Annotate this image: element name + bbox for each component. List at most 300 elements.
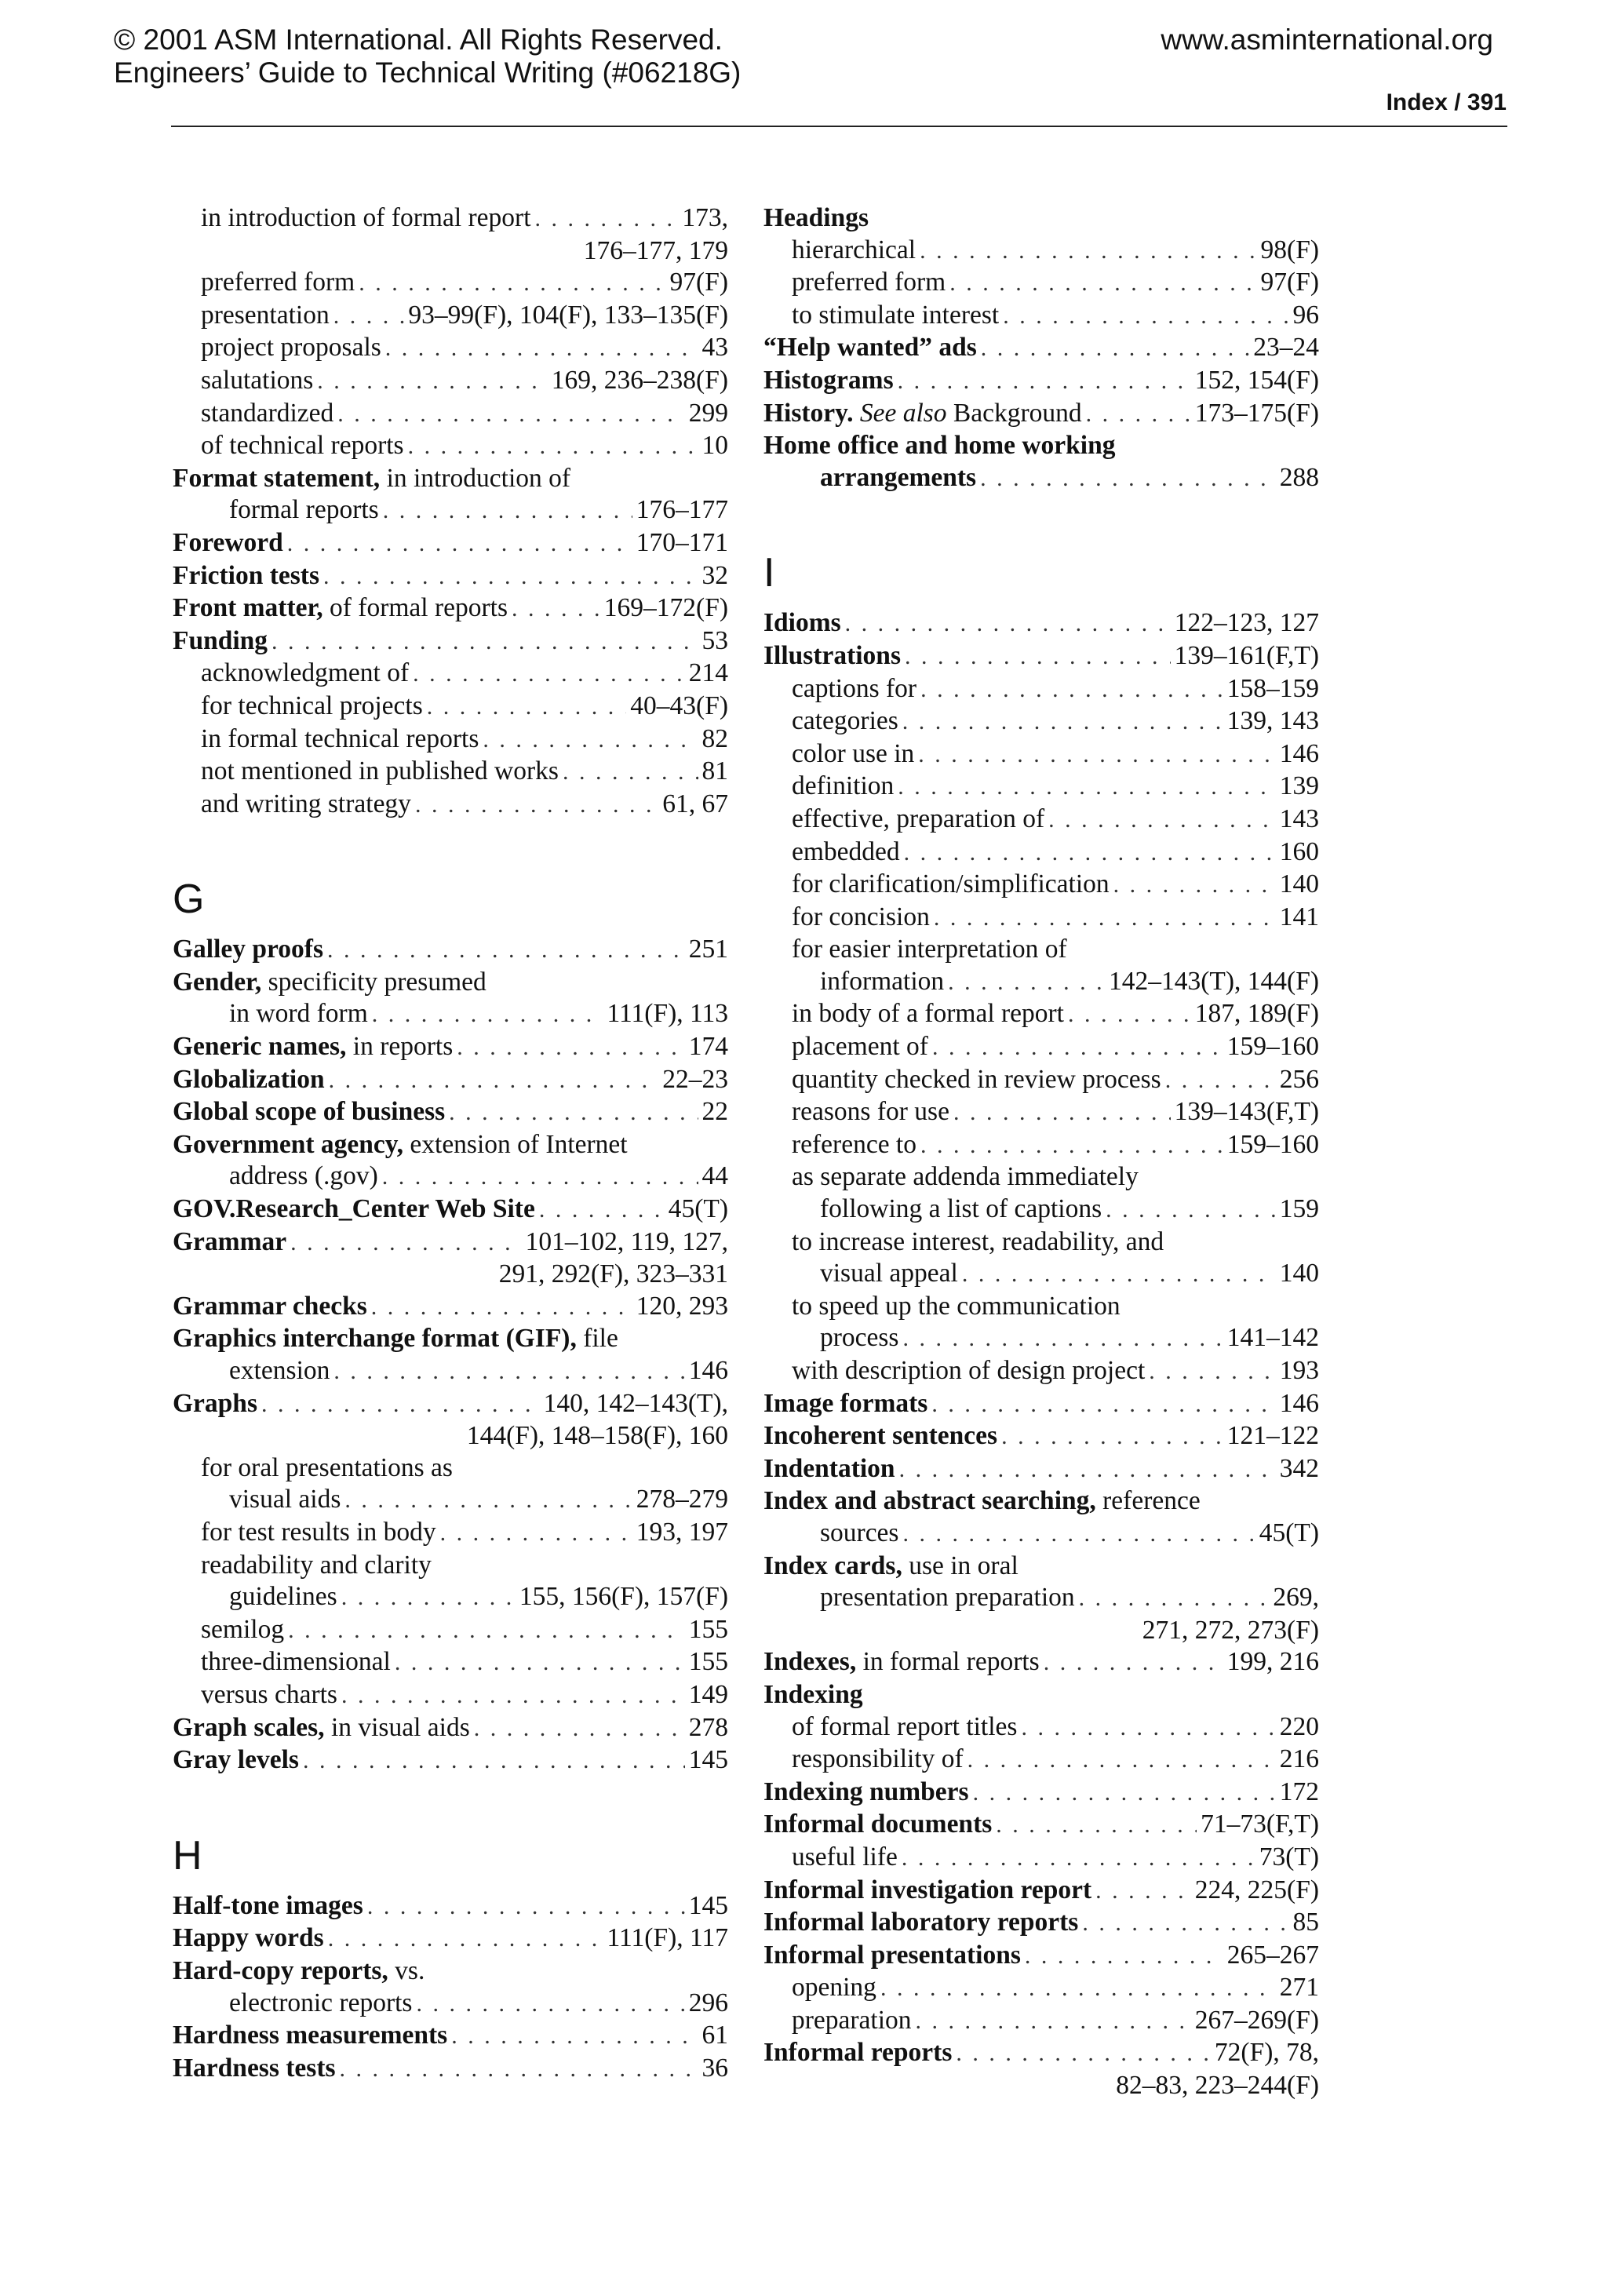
dot-leader bbox=[271, 626, 698, 658]
dot-leader bbox=[303, 1745, 685, 1777]
header-rule bbox=[171, 126, 1507, 127]
dot-leader bbox=[931, 1389, 1275, 1421]
index-entry bbox=[173, 1291, 728, 1324]
dot-leader bbox=[416, 1988, 684, 2021]
index-subentry: presentation preparation bbox=[820, 1583, 1075, 1613]
page-references: 32 bbox=[701, 560, 728, 590]
section-letter: G bbox=[173, 876, 205, 923]
page-references: 72(F), 78, bbox=[1214, 2038, 1319, 2068]
index-subentry: hierarchical bbox=[792, 235, 916, 264]
dot-leader bbox=[337, 399, 684, 431]
index-subentry: responsibility of bbox=[792, 1744, 964, 1774]
index-term-qualifier: readability and clarity bbox=[201, 1550, 432, 1580]
page-references: 169, 236–238(F) bbox=[551, 365, 728, 395]
index-subentry: definition bbox=[792, 771, 895, 801]
dot-leader bbox=[317, 366, 548, 398]
index-entry bbox=[173, 1890, 728, 1923]
dot-leader bbox=[440, 1518, 632, 1550]
index-subentry: acknowledgment of bbox=[201, 658, 410, 688]
index-term: Front matter, bbox=[173, 593, 323, 623]
dot-leader bbox=[287, 528, 632, 560]
page-references: 172 bbox=[1279, 1777, 1319, 1806]
index-entry bbox=[173, 398, 728, 431]
index-subentry: preferred form bbox=[792, 268, 946, 297]
page-references: 155 bbox=[688, 1614, 728, 1644]
page-references: 43 bbox=[701, 333, 728, 363]
index-entry bbox=[763, 771, 1319, 804]
index-term-qualifier: of formal reports bbox=[322, 593, 508, 623]
dot-leader bbox=[367, 1891, 685, 1923]
index-subentry: for test results in body bbox=[201, 1517, 436, 1547]
index-entry bbox=[173, 1679, 728, 1712]
page-references: 173, bbox=[682, 203, 728, 232]
index-entry bbox=[173, 202, 728, 235]
index-subentry: presentation bbox=[201, 300, 330, 330]
dot-leader bbox=[899, 1454, 1276, 1486]
index-entry bbox=[763, 836, 1319, 869]
page-references: 173–175(F) bbox=[1194, 398, 1319, 428]
page-references: 269, bbox=[1273, 1583, 1319, 1613]
page-references: 146 bbox=[1279, 738, 1319, 768]
index-entry bbox=[173, 1194, 728, 1226]
index-term: Friction tests bbox=[173, 560, 319, 590]
dot-leader bbox=[329, 1065, 659, 1097]
index-entry bbox=[173, 1581, 728, 1614]
dot-leader bbox=[1001, 1421, 1223, 1453]
dot-leader bbox=[323, 561, 698, 593]
index-entry bbox=[763, 2037, 1319, 2070]
page-references: 71–73(F,T) bbox=[1201, 1809, 1319, 1839]
index-entry bbox=[173, 723, 728, 756]
index-entry bbox=[763, 966, 1319, 999]
dot-leader bbox=[395, 1647, 685, 1679]
dot-leader bbox=[1079, 1583, 1270, 1615]
dot-leader bbox=[457, 1032, 684, 1064]
page-references: 145 bbox=[688, 1890, 728, 1920]
page-references: 146 bbox=[1279, 1388, 1319, 1418]
index-entry bbox=[763, 902, 1319, 935]
index-entry bbox=[173, 332, 728, 365]
page-references: 61 bbox=[701, 2021, 728, 2050]
page-references: 288 bbox=[1279, 462, 1319, 492]
index-entry bbox=[173, 463, 728, 495]
page-references: 122–123, 127 bbox=[1174, 608, 1319, 638]
page-references: 44 bbox=[701, 1161, 728, 1191]
index-entry bbox=[763, 998, 1319, 1031]
page-references: 267–269(F) bbox=[1194, 2005, 1319, 2035]
dot-leader bbox=[1021, 1712, 1275, 1744]
page-references: 174 bbox=[688, 1032, 728, 1062]
index-entry-continuation: 82–83, 223–244(F) bbox=[1116, 2071, 1319, 2101]
index-entry bbox=[763, 1907, 1319, 1940]
index-entry bbox=[173, 1031, 728, 1064]
dot-leader bbox=[920, 674, 1223, 706]
index-subentry: versus charts bbox=[201, 1679, 337, 1709]
index-term: Happy words bbox=[173, 1923, 324, 1953]
page-references: 97(F) bbox=[669, 268, 728, 297]
index-entry bbox=[173, 1517, 728, 1550]
index-entry bbox=[763, 1744, 1319, 1777]
index-entry-continuation: 291, 292(F), 323–331 bbox=[498, 1259, 728, 1289]
page-references: 155, 156(F), 157(F) bbox=[519, 1582, 728, 1612]
index-term-qualifier: Background bbox=[946, 398, 1082, 428]
index-entry bbox=[763, 365, 1319, 398]
index-term: Index cards, bbox=[763, 1551, 902, 1580]
page-references: 141–142 bbox=[1226, 1323, 1319, 1353]
index-entry bbox=[763, 1064, 1319, 1097]
page-references: 61, 67 bbox=[662, 789, 728, 818]
dot-leader bbox=[1082, 1908, 1288, 1940]
page-references: 121–122 bbox=[1226, 1421, 1319, 1451]
dot-leader bbox=[898, 366, 1191, 398]
index-subentry: of technical reports bbox=[201, 431, 404, 461]
dot-leader bbox=[918, 739, 1275, 771]
index-entry bbox=[173, 1646, 728, 1679]
index-entry bbox=[763, 1291, 1319, 1323]
page-references: 111(F), 117 bbox=[607, 1923, 728, 1953]
page-references: 145 bbox=[688, 1745, 728, 1775]
dot-leader bbox=[563, 756, 698, 789]
page-references: 296 bbox=[688, 1988, 728, 2017]
index-term: Informal reports bbox=[763, 2038, 953, 2068]
index-entry bbox=[173, 592, 728, 625]
index-entry bbox=[763, 300, 1319, 333]
dot-leader bbox=[962, 1259, 1276, 1291]
page-references: 111(F), 113 bbox=[607, 999, 728, 1029]
dot-leader bbox=[327, 935, 685, 967]
dot-leader bbox=[535, 203, 679, 235]
index-entry-continuation: 176–177, 179 bbox=[583, 235, 728, 265]
index-term: Funding bbox=[173, 625, 268, 655]
index-entry bbox=[173, 625, 728, 658]
index-entry bbox=[173, 1388, 728, 1421]
dot-leader bbox=[328, 1923, 603, 1955]
index-subentry: effective, preparation of bbox=[792, 804, 1045, 833]
page-references: 53 bbox=[701, 625, 728, 655]
index-term: “Help wanted” ads bbox=[763, 333, 977, 363]
index-entry bbox=[173, 1226, 728, 1259]
index-term: Half-tone images bbox=[173, 1890, 363, 1920]
index-subentry: salutations bbox=[201, 365, 314, 395]
dot-leader bbox=[333, 301, 405, 333]
dot-leader bbox=[512, 593, 600, 625]
index-entry-continuation: 144(F), 148–158(F), 160 bbox=[466, 1421, 728, 1451]
index-entry bbox=[173, 1355, 728, 1388]
page-references: 93–99(F), 104(F), 133–135(F) bbox=[408, 300, 728, 330]
index-subentry: visual appeal bbox=[820, 1259, 958, 1288]
dot-leader bbox=[902, 1323, 1223, 1355]
index-entry bbox=[173, 756, 728, 789]
index-entry bbox=[763, 1096, 1319, 1129]
index-term: Graphs bbox=[173, 1388, 257, 1418]
dot-leader bbox=[1095, 1875, 1191, 1908]
index-entry bbox=[763, 1646, 1319, 1679]
dot-leader bbox=[539, 1194, 665, 1226]
page-references: 143 bbox=[1279, 804, 1319, 833]
page-references: 98(F) bbox=[1260, 235, 1319, 264]
index-entry bbox=[173, 560, 728, 593]
dot-leader bbox=[451, 2021, 698, 2053]
index-entry bbox=[763, 705, 1319, 738]
page-references: 256 bbox=[1279, 1064, 1319, 1094]
dot-leader bbox=[1113, 869, 1276, 902]
index-subentry: reference to bbox=[792, 1129, 916, 1159]
index-term-qualifier: for oral presentations as bbox=[201, 1452, 453, 1482]
dot-leader bbox=[415, 789, 658, 822]
page-references: 278–279 bbox=[636, 1485, 728, 1514]
index-entry bbox=[763, 1258, 1319, 1291]
publisher-url[interactable]: www.asminternational.org bbox=[1161, 24, 1493, 56]
index-entry bbox=[173, 1452, 728, 1485]
page-references: 139 bbox=[1279, 771, 1319, 801]
dot-leader bbox=[340, 2054, 698, 2086]
page-references: 220 bbox=[1279, 1711, 1319, 1741]
copyright-notice: © 2001 ASM International. All Rights Reserved. bbox=[114, 24, 723, 56]
index-term: Histograms bbox=[763, 365, 894, 395]
index-entry bbox=[173, 1550, 728, 1582]
index-entry bbox=[763, 398, 1319, 431]
page-references: 45(T) bbox=[1259, 1518, 1319, 1547]
index-term: Government agency, bbox=[173, 1129, 404, 1159]
dot-leader bbox=[996, 1809, 1197, 1842]
index-subentry: for clarification/simplification bbox=[792, 869, 1110, 899]
index-entry bbox=[173, 267, 728, 300]
page-references: 140 bbox=[1279, 1259, 1319, 1288]
page-references: 155 bbox=[688, 1647, 728, 1677]
index-entry bbox=[173, 998, 728, 1031]
index-term: History. bbox=[763, 398, 854, 428]
index-term: Informal laboratory reports bbox=[763, 1908, 1079, 1937]
index-entry bbox=[763, 2005, 1319, 2038]
index-entry bbox=[763, 1972, 1319, 2005]
page-references: 152, 154(F) bbox=[1194, 365, 1319, 395]
index-subentry: color use in bbox=[792, 738, 915, 768]
index-subentry: in formal technical reports bbox=[201, 723, 479, 753]
index-entry bbox=[763, 1940, 1319, 1973]
index-entry bbox=[173, 1614, 728, 1647]
dot-leader bbox=[920, 1130, 1223, 1162]
index-entry bbox=[763, 430, 1319, 462]
dot-leader bbox=[956, 2038, 1211, 2070]
index-subentry: in word form bbox=[229, 999, 368, 1029]
dot-leader bbox=[344, 1485, 632, 1517]
index-entry bbox=[763, 1809, 1319, 1842]
dot-leader bbox=[413, 658, 685, 691]
index-term: Grammar checks bbox=[173, 1291, 367, 1321]
page-references: 101–102, 119, 127, bbox=[525, 1226, 728, 1256]
index-term: Indexing bbox=[763, 1679, 863, 1709]
index-entry bbox=[763, 1485, 1319, 1518]
index-term: Image formats bbox=[763, 1388, 928, 1418]
index-term: Format statement, bbox=[173, 463, 381, 493]
page-references: 73(T) bbox=[1259, 1842, 1319, 1871]
index-entry bbox=[763, 1194, 1319, 1226]
index-entry bbox=[763, 1420, 1319, 1453]
index-term: Hardness tests bbox=[173, 2053, 336, 2083]
index-entry bbox=[763, 640, 1319, 673]
dot-leader bbox=[1068, 999, 1191, 1031]
index-entry bbox=[763, 1453, 1319, 1486]
index-term-qualifier: file bbox=[576, 1324, 618, 1354]
page-references: 36 bbox=[701, 2053, 728, 2083]
page-references: 193 bbox=[1279, 1356, 1319, 1385]
dot-leader bbox=[905, 641, 1171, 673]
dot-leader bbox=[383, 495, 632, 527]
index-entry bbox=[763, 1777, 1319, 1809]
page-references: 140 bbox=[1279, 869, 1319, 899]
dot-leader bbox=[1149, 1356, 1275, 1388]
index-term: Headings bbox=[763, 203, 869, 232]
index-subentry: captions for bbox=[792, 673, 917, 703]
page-references: 23–24 bbox=[1253, 333, 1319, 363]
page-references: 120, 293 bbox=[636, 1291, 728, 1321]
index-subentry: in introduction of formal report bbox=[201, 203, 531, 232]
index-entry bbox=[763, 1711, 1319, 1744]
index-subentry: project proposals bbox=[201, 333, 381, 363]
see-also-reference: See also bbox=[853, 398, 947, 428]
index-entry bbox=[763, 738, 1319, 771]
index-subentry: to stimulate interest bbox=[792, 300, 1000, 330]
dot-leader bbox=[449, 1097, 698, 1129]
page-references: 299 bbox=[688, 398, 728, 428]
index-term: Gray levels bbox=[173, 1745, 299, 1775]
index-term: Informal documents bbox=[763, 1809, 993, 1839]
index-entry bbox=[763, 1031, 1319, 1064]
index-entry bbox=[763, 804, 1319, 836]
index-subentry: placement of bbox=[792, 1032, 928, 1062]
page-references: 169–172(F) bbox=[603, 593, 728, 623]
dot-leader bbox=[341, 1582, 516, 1614]
dot-leader bbox=[948, 967, 1105, 999]
index-subentry: with description of design project bbox=[792, 1356, 1146, 1385]
page-references: 158–159 bbox=[1226, 673, 1319, 703]
index-entry bbox=[763, 267, 1319, 300]
page-references: 271 bbox=[1279, 1973, 1319, 2003]
index-subentry: extension bbox=[229, 1356, 330, 1385]
page-references: 159 bbox=[1279, 1194, 1319, 1224]
page-references: 159–160 bbox=[1226, 1129, 1319, 1159]
page-references: 142–143(T), 144(F) bbox=[1109, 966, 1319, 996]
dot-leader bbox=[290, 1227, 522, 1259]
dot-leader bbox=[904, 837, 1276, 869]
index-entry bbox=[763, 869, 1319, 902]
index-term: Informal presentations bbox=[763, 1940, 1021, 1970]
page-references: 199, 216 bbox=[1226, 1647, 1319, 1677]
dot-leader bbox=[880, 1973, 1276, 2005]
index-term: Graph scales, bbox=[173, 1712, 325, 1742]
dot-leader bbox=[967, 1744, 1276, 1777]
index-entry bbox=[763, 202, 1319, 235]
index-term: Indentation bbox=[763, 1453, 895, 1483]
page-references: 22–23 bbox=[662, 1064, 728, 1094]
index-entry bbox=[763, 1129, 1319, 1162]
page-references: 216 bbox=[1279, 1744, 1319, 1774]
section-letter: H bbox=[173, 1832, 202, 1879]
section-letter: I bbox=[763, 550, 775, 596]
dot-leader bbox=[916, 2006, 1191, 2038]
dot-leader bbox=[427, 691, 627, 723]
index-entry bbox=[173, 1988, 728, 2021]
page-references: 141 bbox=[1279, 902, 1319, 931]
dot-leader bbox=[341, 1680, 685, 1712]
index-term-qualifier: reference bbox=[1095, 1486, 1201, 1516]
index-entry bbox=[173, 527, 728, 560]
page-references: 187, 189(F) bbox=[1194, 999, 1319, 1029]
dot-leader bbox=[949, 268, 1256, 300]
index-column-left bbox=[173, 202, 728, 2085]
index-term: GOV.Research_Center Web Site bbox=[173, 1194, 535, 1224]
index-subentry: formal reports bbox=[229, 495, 379, 525]
index-entry bbox=[173, 967, 728, 999]
page-references: 170–171 bbox=[636, 527, 728, 557]
index-entry bbox=[173, 1064, 728, 1097]
index-subentry: in body of a formal report bbox=[792, 999, 1064, 1029]
index-term: Hard-copy reports, bbox=[173, 1955, 388, 1985]
index-entry bbox=[173, 1129, 728, 1161]
dot-leader bbox=[371, 1292, 632, 1324]
index-entry bbox=[173, 2053, 728, 2086]
section-name: Index bbox=[1386, 89, 1448, 115]
page-references: 139–161(F,T) bbox=[1174, 640, 1319, 670]
page-references: 97(F) bbox=[1260, 268, 1319, 297]
dot-leader bbox=[261, 1389, 540, 1421]
page-references: 251 bbox=[688, 935, 728, 964]
index-term: Global scope of business bbox=[173, 1097, 446, 1127]
index-subentry: of formal report titles bbox=[792, 1711, 1018, 1741]
page-references: 96 bbox=[1292, 300, 1319, 330]
index-entry bbox=[173, 494, 728, 527]
index-term: Hardness measurements bbox=[173, 2021, 448, 2050]
index-term-qualifier: in visual aids bbox=[324, 1712, 470, 1742]
index-entry bbox=[763, 1388, 1319, 1421]
index-entry bbox=[763, 1322, 1319, 1355]
index-entry bbox=[763, 673, 1319, 706]
index-term-qualifier: in reports bbox=[346, 1032, 454, 1062]
index-subentry: reasons for use bbox=[792, 1097, 949, 1127]
dot-leader bbox=[385, 333, 698, 365]
index-entry bbox=[173, 1323, 728, 1355]
page-references: 160 bbox=[1279, 836, 1319, 866]
dot-leader bbox=[1044, 1647, 1223, 1679]
page-number: / 391 bbox=[1454, 89, 1507, 115]
dot-leader bbox=[980, 463, 1276, 495]
index-term-qualifier: in formal reports bbox=[856, 1647, 1040, 1677]
index-term: Home office and home working bbox=[763, 431, 1116, 461]
index-subentry: for concision bbox=[792, 902, 930, 931]
index-entry bbox=[763, 1161, 1319, 1194]
dot-leader bbox=[902, 1518, 1255, 1551]
index-entry bbox=[173, 691, 728, 723]
dot-leader bbox=[408, 431, 698, 463]
book-title: Engineers’ Guide to Technical Writing (#06218G) bbox=[114, 56, 742, 89]
index-entry bbox=[173, 1161, 728, 1194]
index-subentry: process bbox=[820, 1323, 899, 1353]
index-entry-continuation: 271, 272, 273(F) bbox=[1142, 1615, 1319, 1645]
index-term: Generic names, bbox=[173, 1032, 347, 1062]
index-entry bbox=[763, 1355, 1319, 1388]
index-term: Grammar bbox=[173, 1226, 287, 1256]
dot-leader bbox=[382, 1161, 698, 1194]
index-entry bbox=[763, 462, 1319, 495]
index-entry bbox=[173, 1744, 728, 1777]
index-term-qualifier: use in oral bbox=[902, 1551, 1018, 1580]
index-entry bbox=[763, 1582, 1319, 1615]
index-term: Index and abstract searching, bbox=[763, 1486, 1096, 1516]
page-references: 139–143(F,T) bbox=[1174, 1097, 1319, 1127]
page-references: 224, 225(F) bbox=[1194, 1875, 1319, 1904]
dot-leader bbox=[1106, 1194, 1276, 1226]
index-entry bbox=[173, 1096, 728, 1129]
